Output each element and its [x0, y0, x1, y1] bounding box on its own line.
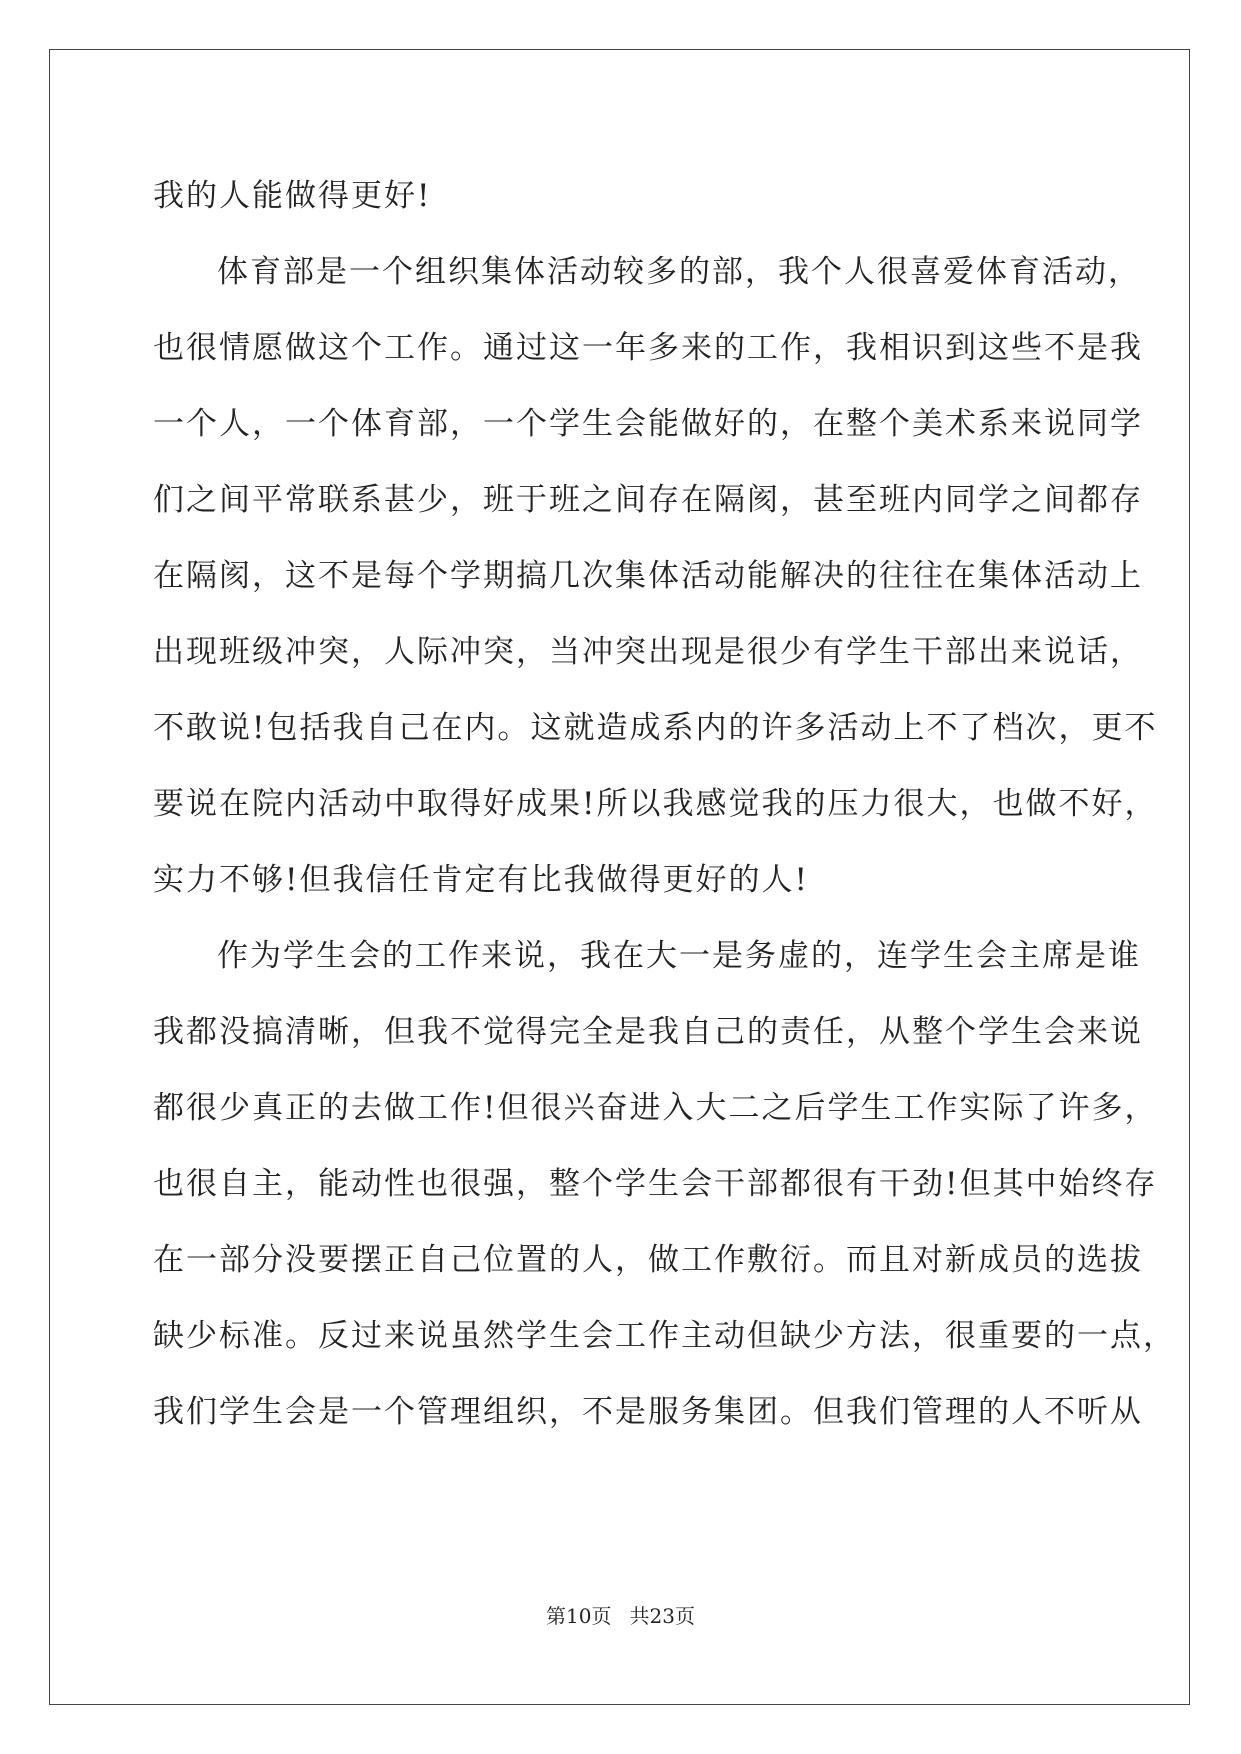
- text-line-1: 我的人能做得更好!: [153, 178, 432, 214]
- text-line-3: 也很情愿做这个工作。通过这一年多来的工作，我相识到这些不是我: [153, 330, 1143, 366]
- page-footer: [0, 1600, 1241, 1629]
- text-line-8: 不敢说!包括我自己在内。这就造成系内的许多活动上不了档次，更不: [153, 710, 1158, 746]
- text-line-11: 作为学生会的工作来说，我在大一是务虚的，连学生会主席是谁: [217, 938, 1141, 974]
- text-line-12: 我都没搞清晰，但我不觉得完全是我自己的责任，从整个学生会来说: [153, 1014, 1143, 1050]
- text-line-17: 我们学生会是一个管理组织，不是服务集团。但我们管理的人不听从: [153, 1394, 1143, 1430]
- text-line-4: 一个人，一个体育部，一个学生会能做好的，在整个美术系来说同学: [153, 406, 1143, 442]
- page-number: 第10页: [546, 1604, 612, 1628]
- document-body: [153, 158, 1176, 1450]
- text-line-10: 实力不够!但我信任肯定有比我做得更好的人!: [153, 862, 809, 898]
- text-line-9: 要说在院内活动中取得好成果!所以我感觉我的压力很大，也做不好，: [153, 786, 1158, 822]
- page-total: 共23页: [629, 1604, 695, 1628]
- text-line-5: 们之间平常联系甚少，班于班之间存在隔阂，甚至班内同学之间都存: [153, 482, 1143, 518]
- text-line-15: 在一部分没要摆正自己位置的人，做工作敷衍。而且对新成员的选拔: [153, 1242, 1143, 1278]
- text-line-2: 体育部是一个组织集体活动较多的部，我个人很喜爱体育活动，: [217, 254, 1141, 290]
- text-line-7: 出现班级冲突，人际冲突，当冲突出现是很少有学生干部出来说话，: [153, 634, 1143, 670]
- text-line-13: 都很少真正的去做工作!但很兴奋进入大二之后学生工作实际了许多，: [153, 1090, 1158, 1126]
- text-line-14: 也很自主，能动性也很强，整个学生会干部都很有干劲!但其中始终存: [153, 1166, 1158, 1202]
- text-line-6: 在隔阂，这不是每个学期搞几次集体活动能解决的往往在集体活动上: [153, 558, 1143, 594]
- text-line-16: 缺少标准。反过来说虽然学生会工作主动但缺少方法，很重要的一点，: [153, 1318, 1176, 1354]
